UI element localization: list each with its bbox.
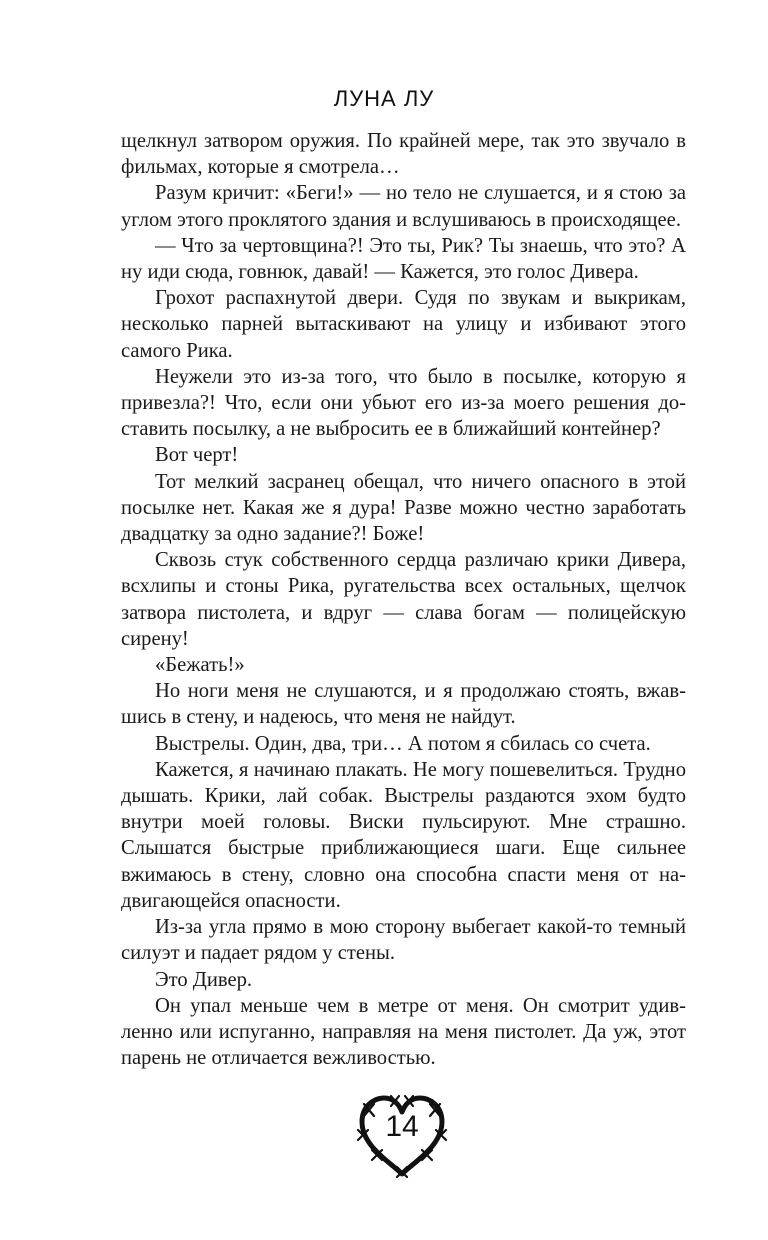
- paragraph: Разум кричит: «Беги!» — но тело не слушается, и я стою за углом этого проклятого здания и вслушиваюсь в происходящее.: [121, 182, 686, 231]
- paragraph: Сквозь стук собственного сердца различаю крики Дивера, всхлипы и стоны Рика, ругательства всех остальных, щелчок затвора пистолета, и вдруг — слава богам — полицейскую сирену!: [121, 549, 686, 650]
- body-text: [121, 128, 686, 1071]
- paragraph: Это Дивер.: [155, 968, 253, 991]
- paragraph: Но ноги меня не слушаются, и я продолжаю стоять, вжавшись в стену, и надеюсь, что меня не найдут.: [121, 680, 686, 729]
- paragraph: Выстрелы. Один, два, три… А потом я сбилась со счета.: [155, 732, 651, 755]
- paragraph: Вот черт!: [155, 444, 239, 467]
- paragraph: щелкнул затвором оружия. По крайней мере, так это звучало в фильмах, которые я смотрела…: [121, 130, 686, 179]
- page-folio: [354, 1090, 450, 1180]
- paragraph: «Бежать!»: [155, 654, 245, 677]
- page-number: 14: [385, 1110, 419, 1143]
- paragraph: Из-за угла прямо в мою сторону выбегает какой-то темный силуэт и падает рядом у стены.: [121, 916, 686, 965]
- paragraph: Он упал меньше чем в метре от меня. Он смотрит удивленно или испуганно, направляя на меня пистолет. Да уж, этот парень не отличается вежливостью.: [121, 994, 686, 1070]
- paragraph: — Что за чертовщина?! Это ты, Рик? Ты знаешь, что это? А ну иди сюда, говнюк, давай! — Кажется, это голос Дивера.: [121, 234, 686, 284]
- paragraph: Тот мелкий засранец обещал, что ничего опасного в этой посылке нет. Какая же я дура! Разве можно честно заработать двадцатку за одно задание?! Боже!: [121, 470, 686, 546]
- running-head-title: ЛУНА ЛУ: [333, 86, 435, 111]
- paragraph: Кажется, я начинаю плакать. Не могу пошевелиться. Трудно дышать. Крики, лай собак. Выстрелы раздаются эхом будто внутри моей головы. Виски пульсируют. Мне страшно. Слышатся быстрые приближающиеся шаги. Еще сильнее вжимаюсь в стену, словно она способна спасти меня от надвигающейся опасности.: [121, 758, 686, 912]
- paragraph: Грохот распахнутой двери. Судя по звукам и выкрикам, несколько парней вытаскивают на улицу и избивают этого самого Рика.: [121, 287, 686, 362]
- paragraph: Неужели это из-за того, что было в посылке, которую я привезла?! Что, если они убьют его из-за моего решения доставить посылку, а не выбросить ее в ближайший контейнер?: [121, 365, 686, 441]
